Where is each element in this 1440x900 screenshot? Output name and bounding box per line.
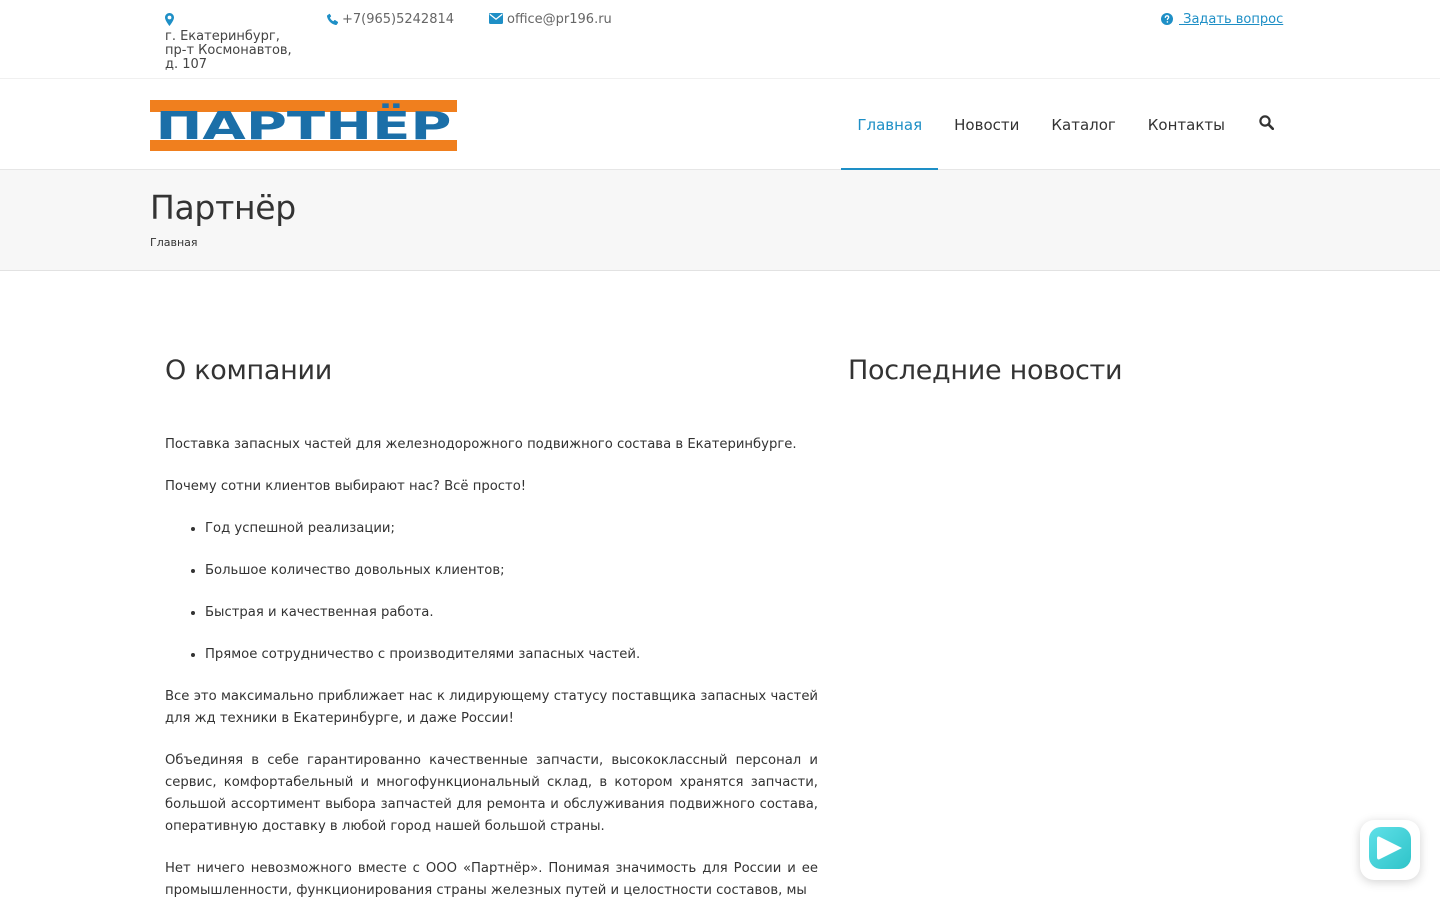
about-paragraph: Все это максимально приближает нас к лидирующему статусу поставщика запасных частей для жд техники в Екатеринбурге, и даже России! — [165, 689, 818, 726]
address-line-3: д. 107 — [165, 57, 208, 72]
nav-item-catalog[interactable] — [1035, 79, 1131, 170]
ask-question-link[interactable]: Задать вопрос — [1179, 12, 1284, 27]
address — [165, 13, 295, 72]
map-marker-icon — [165, 13, 174, 30]
envelope-icon — [489, 13, 503, 28]
chat-widget-button[interactable] — [1360, 820, 1420, 880]
list-item: • Год успешной реализации; — [205, 518, 818, 540]
phone[interactable] — [327, 13, 454, 29]
question-circle-icon — [1161, 13, 1173, 29]
phone-number[interactable]: +7(965)5242814 — [342, 12, 455, 27]
nav-item-label: Контакты — [1147, 115, 1225, 134]
nav-item-contacts[interactable] — [1132, 79, 1241, 170]
address-line-1: г. Екатеринбург, — [165, 29, 280, 44]
about-paragraph: Нет ничего невозможного вместе с ООО «Партнёр». Понимая значимость для России и ее промышленности, функционирования страны железных путей и целостности составов, мы — [165, 861, 818, 898]
news-heading: Последние новости — [848, 355, 1123, 386]
search-icon — [1259, 115, 1274, 134]
site-logo[interactable] — [150, 100, 457, 151]
nav-item-label: Каталог — [1051, 115, 1116, 134]
email[interactable] — [489, 13, 612, 28]
page-title-band — [0, 170, 1440, 271]
site-header — [0, 79, 1440, 170]
latest-news-section — [848, 352, 1278, 390]
breadcrumb-item-home[interactable]: Главная — [150, 236, 198, 249]
main-nav — [841, 79, 1274, 170]
about-paragraph: Объединяя в себе гарантированно качественные запчасти, высококлассный персонал и сервис, комфортабельный и многофункциональный склад, в котором хранятся запчасти, большой ассортимент выбора запчастей для ремонта и обслуживания подвижного состава, оперативную доставку в любой город нашей большой страны. — [165, 753, 818, 834]
ask-question[interactable] — [1161, 13, 1283, 29]
phone-icon — [327, 13, 338, 29]
breadcrumb[interactable] — [150, 236, 198, 249]
top-bar — [0, 0, 1440, 79]
advantages-list — [205, 518, 818, 666]
logo-text: ПАРТНЁР — [155, 104, 452, 148]
about-paragraph: Поставка запасных частей для железнодорожного подвижного состава в Екатеринбурге. — [165, 437, 797, 452]
chat-play-icon — [1368, 826, 1412, 874]
about-section — [165, 352, 818, 900]
page-title: Партнёр — [150, 188, 296, 227]
nav-item-news[interactable] — [938, 79, 1035, 170]
address-line-2: пр-т Космонавтов, — [165, 43, 292, 58]
list-item: • Большое количество довольных клиентов; — [205, 560, 818, 582]
nav-item-label: Новости — [954, 115, 1020, 134]
about-paragraph: Почему сотни клиентов выбирают нас? Всё просто! — [165, 479, 527, 494]
email-address[interactable]: office@pr196.ru — [507, 12, 612, 27]
list-item: • Быстрая и качественная работа. — [205, 602, 818, 624]
about-body — [165, 434, 818, 900]
nav-item-label: Главная — [857, 115, 923, 134]
nav-item-home[interactable] — [841, 79, 938, 170]
list-item: • Прямое сотрудничество с производителями запасных частей. — [205, 644, 818, 666]
search-button[interactable] — [1241, 79, 1274, 170]
about-heading: О компании — [165, 355, 332, 386]
